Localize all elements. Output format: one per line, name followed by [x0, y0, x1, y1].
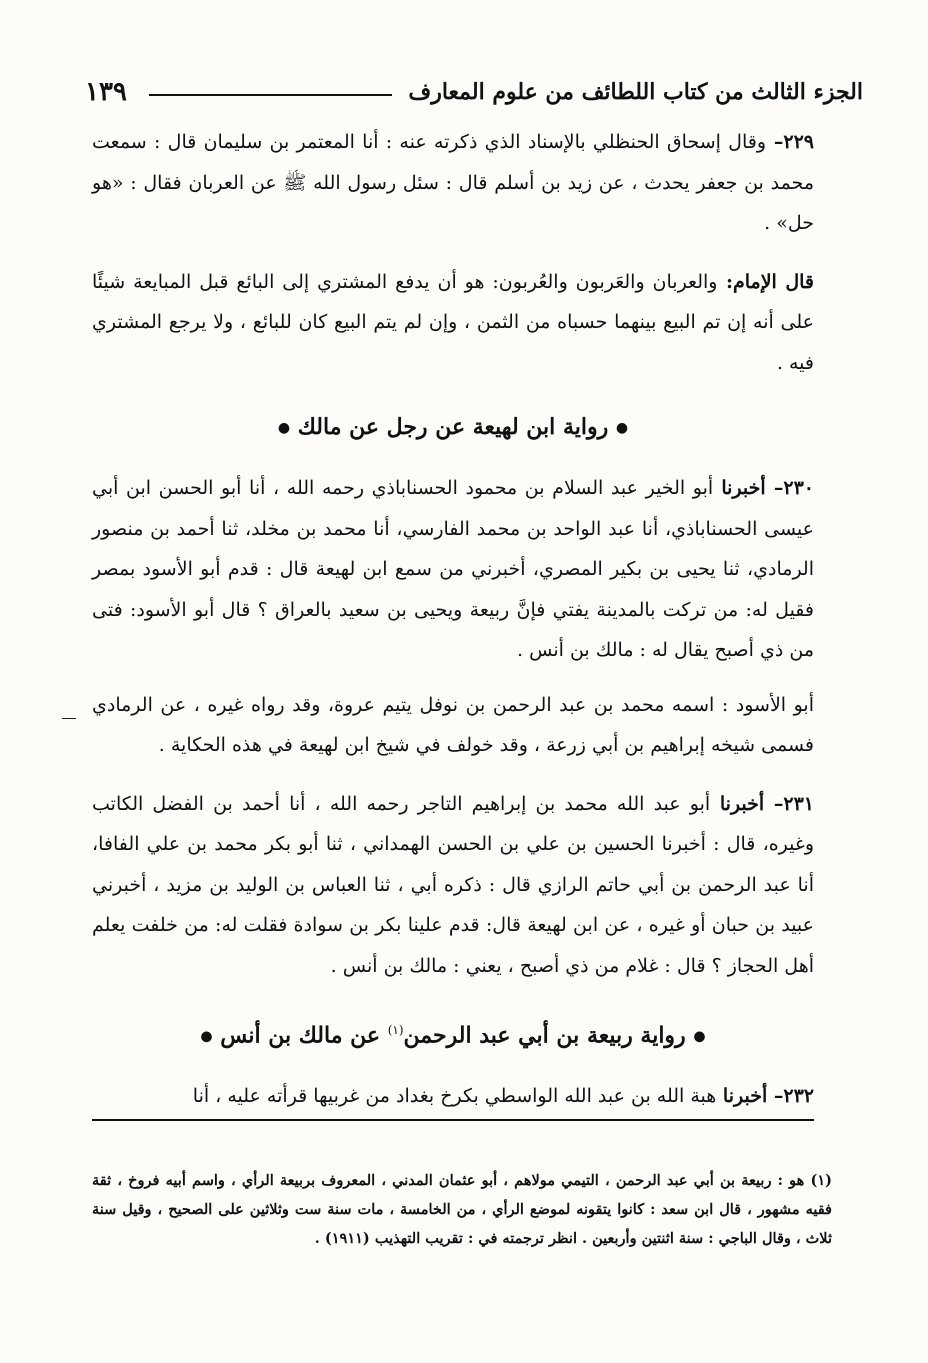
note-abu-aswad [92, 685, 814, 766]
paragraph-230-text: أبو الخير عبد السلام بن محمود الحسناباذي رحمه الله ، أنا أبو الحسن ابن أبي عيسى الحسناباذي، أنا عبد الواحد بن محمد الفارسي، أنا محمد بن مخلد، ثنا أحمد بن منصور الرمادي، ثنا يحيى بن بكير المصري، أخبرني من سمع ابن لهيعة قال : قدم أبو الأسود بمصر فقيل له: من تركت بالمدينة يفتي فإنَّ ربيعة ويحيى بن سعيد بالعراق ؟ قال أبو الأسود: فتى من ذي أصبح يقال له : مالك بن أنس . [92, 477, 814, 661]
paragraph-231 [92, 784, 814, 987]
bullet-icon: ● [615, 420, 629, 436]
imam-comment [92, 262, 814, 384]
bullet-icon: ● [693, 1028, 706, 1045]
paragraph-231-text: أبو عبد الله محمد بن إبراهيم التاجر رحمه الله ، أنا أحمد بن الفضل الكاتب وغيره، قال : أخبرنا الحسين بن علي بن الحسن الهمداني ، ثنا أبو بكر محمد بن علي الفافا، أنا عبد الرحمن بن أبي حاتم الرازي قال : ذكره أبي ، ثنا العباس بن الوليد بن مزيد ، أخبرني عبيد بن حبان أو غيره ، عن ابن لهيعة قال: قدم علينا بكر بن سوادة فقلت له: من خلفت يعلم أهل الحجاز ؟ قال : غلام من ذي أصبح ، يعني : مالك بن أنس . [92, 792, 814, 977]
page-header [85, 72, 863, 112]
section-heading-rabia [92, 1010, 814, 1056]
header-rule [149, 94, 393, 96]
footnote-reference: (١) [387, 1023, 404, 1037]
section-heading-text: رواية ابن لهيعة عن رجل عن مالك [297, 414, 609, 440]
note-abu-aswad-text: أبو الأسود : اسمه محمد بن عبد الرحمن بن نوفل يتيم عروة، وقد رواه غيره ، عن الرمادي فسمى شيخه إبراهيم بن أبي زرعة ، وقد خولف في شيخ ابن لهيعة في هذه الحكاية . [92, 693, 814, 756]
imam-comment-text: والعربان والعَربون والعُربون: هو أن يدفع المشتري إلى البائع قبل المبايعة شيئًا على أنه إن تم البيع بينهما حسباه من الثمن ، وإن لم يتم البيع كان للبائع ، ولا يرجع المشتري فيه . [92, 270, 814, 374]
footnotes [92, 1166, 832, 1253]
bullet-icon: ● [200, 1028, 213, 1045]
paragraph-232-text: هبة الله بن عبد الله الواسطي بكرخ بغداد من غربيها قرأته عليه ، أنا [192, 1085, 717, 1108]
footnote-1: (١) هو : ربيعة بن أبي عبد الرحمن ، التيمي مولاهم ، أبو عثمان المدني ، المعروف بربيعة الرأي ، واسم أبيه فروخ ، ثقة فقيه مشهور ، قال ابن سعد : كانوا يتقونه لموضع الرأي ، من الخامسة ، مات سنة ست وثلاثين على الصحيح ، وقيل سنة ثلاث ، وقال الباجي : سنة اثنتين وأربعين . انظر ترجمته في : تقريب التهذيب (١٩١١) . [92, 1172, 832, 1247]
imam-comment-lead: قال الإمام: [717, 270, 814, 293]
section-heading-text-after: عن مالك بن أنس [220, 1022, 388, 1049]
margin-mark [62, 718, 76, 719]
paragraph-229 [92, 122, 814, 244]
paragraph-232-number: ٢٣٢– أخبرنا [716, 1085, 814, 1108]
bullet-icon: ● [277, 420, 291, 436]
paragraph-230 [92, 468, 814, 671]
running-title: الجزء الثالث من كتاب اللطائف من علوم المعارف [408, 79, 863, 105]
section-heading-ibn-lahia [92, 407, 814, 448]
main-text [92, 122, 814, 1121]
paragraph-232 [92, 1076, 814, 1121]
paragraph-229-text: وقال إسحاق الحنظلي بالإسناد الذي ذكرته عنه : أنا المعتمر بن سليمان قال : سمعت محمد بن جعفر يحدث ، عن زيد بن أسلم قال : سئل رسول الله ﷺ عن العربان فقال : «هو حل» . [92, 131, 814, 234]
paragraph-229-number: ٢٢٩– [766, 131, 815, 153]
paragraph-230-number: ٢٣٠– أخبرنا [713, 477, 814, 499]
paragraph-231-number: ٢٣١– أخبرنا [710, 792, 814, 815]
section-heading-text-before: رواية ربيعة بن أبي عبد الرحمن [403, 1022, 686, 1049]
page-number: ١٣٩ [85, 77, 127, 107]
